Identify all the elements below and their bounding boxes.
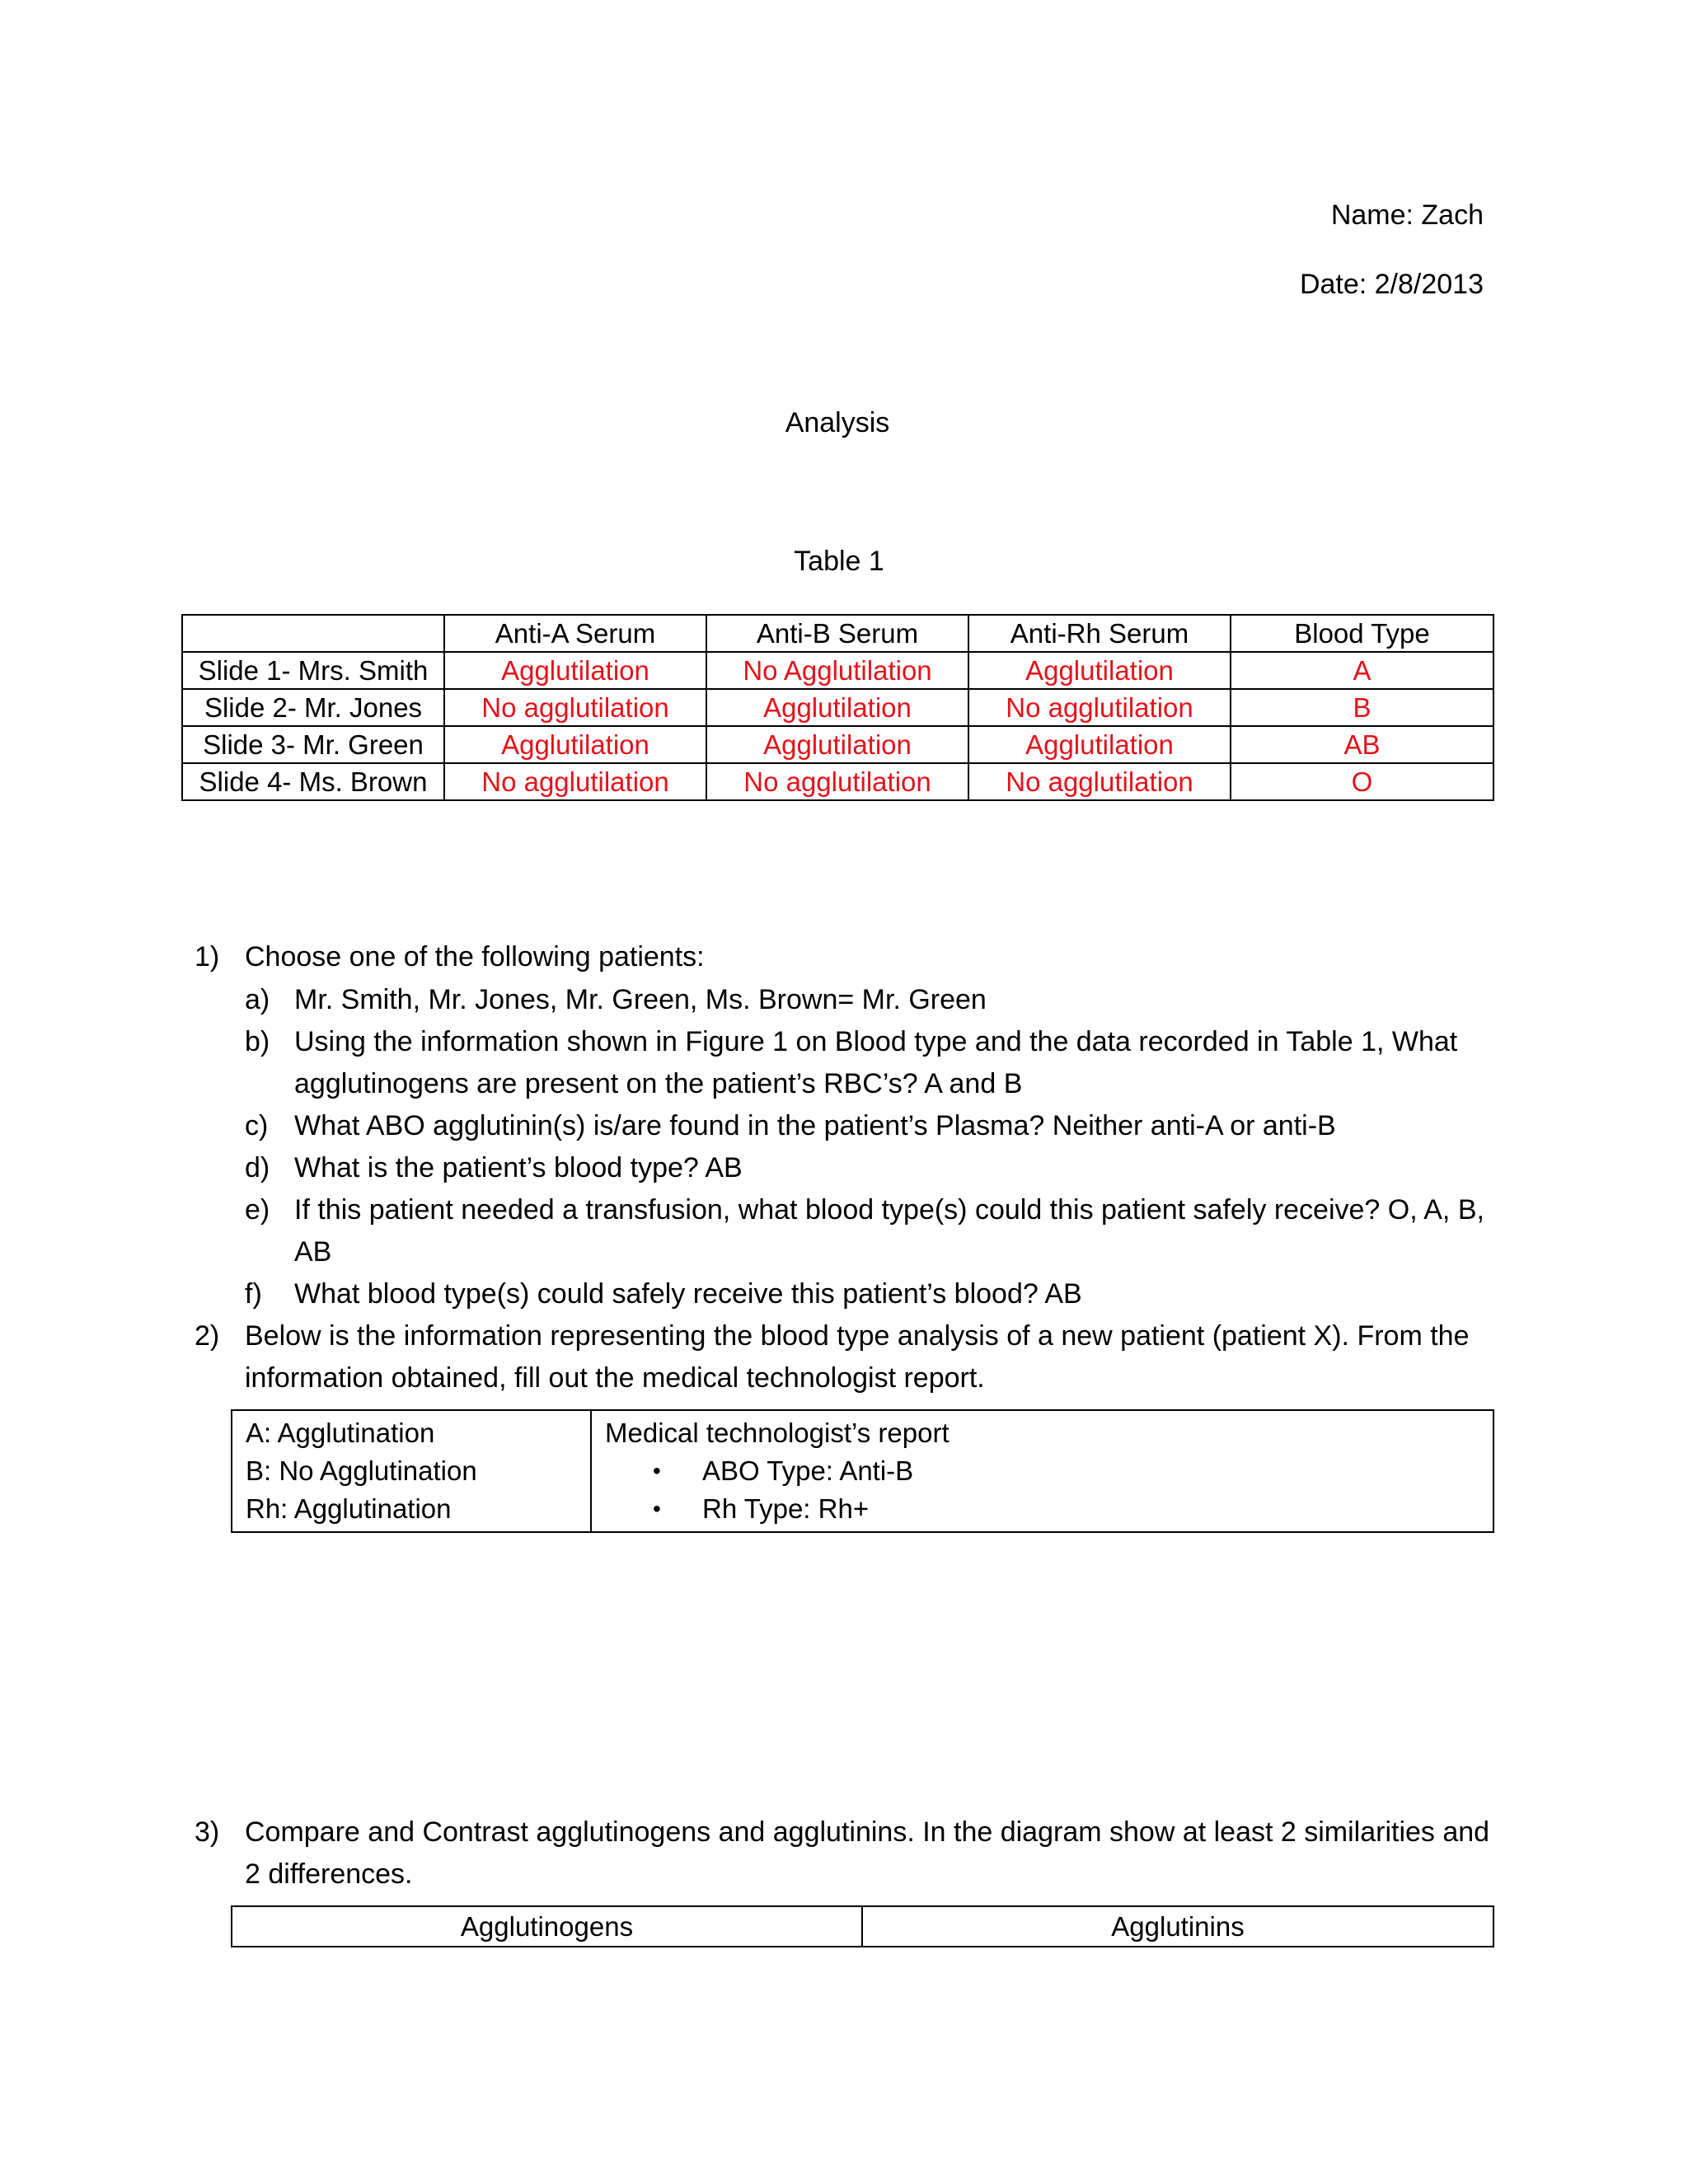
table-row: [182, 652, 1493, 689]
blood-type-result: B: [1231, 689, 1493, 726]
table-header-row: [182, 615, 1493, 652]
q1f-text: What blood type(s) could safely receive this patient’s blood? AB: [294, 1278, 1082, 1310]
q1e-line1: If this patient needed a transfusion, what blood type(s) could this patient safely receive? O, A, B,: [294, 1194, 1484, 1226]
anti-b-result: No agglutilation: [706, 763, 968, 800]
anti-b-result: No Agglutilation: [706, 652, 968, 689]
anti-a-result: Agglutilation: [444, 652, 706, 689]
header-cell-anti-rh: Anti-Rh Serum: [968, 615, 1231, 652]
q1f-marker: f): [245, 1278, 262, 1310]
anti-rh-result: No agglutilation: [968, 689, 1231, 726]
q2-line1: Below is the information representing the blood type analysis of a new patient (patient X). From the: [245, 1320, 1470, 1352]
bullet-icon: •: [653, 1458, 661, 1483]
result-b: B: No Agglutination: [246, 1455, 477, 1486]
anti-rh-result: Agglutilation: [968, 652, 1231, 689]
technologist-report: [591, 1410, 1493, 1532]
table-row: [182, 726, 1493, 763]
q1e-marker: e): [245, 1194, 270, 1226]
q1a-marker: a): [245, 984, 270, 1015]
header-cell-anti-a: Anti-A Serum: [444, 615, 706, 652]
q3-line1: Compare and Contrast agglutinogens and agglutinins. In the diagram show at least 2 similarities and: [245, 1816, 1490, 1848]
blood-type-result: O: [1231, 763, 1493, 800]
result-rh: Rh: Agglutination: [246, 1493, 452, 1524]
table1-caption: Table 1: [794, 546, 884, 577]
rh-type: Rh Type: Rh+: [702, 1493, 870, 1524]
blood-type-table: [181, 614, 1494, 801]
patient-x-results: [232, 1410, 591, 1532]
blood-type-result: A: [1231, 652, 1493, 689]
anti-a-result: No agglutilation: [444, 763, 706, 800]
anti-b-result: Agglutilation: [706, 689, 968, 726]
anti-rh-result: No agglutilation: [968, 763, 1231, 800]
agglutinogens-header: Agglutinogens: [232, 1906, 862, 1947]
row-label: Slide 2- Mr. Jones: [182, 689, 444, 726]
q3-line2: 2 differences.: [245, 1858, 413, 1890]
anti-b-result: Agglutilation: [706, 726, 968, 763]
q2-line2: information obtained, fill out the medical technologist report.: [245, 1362, 985, 1394]
header-cell-blood-type: Blood Type: [1231, 615, 1493, 652]
q1c-text: What ABO agglutinin(s) is/are found in the patient’s Plasma? Neither anti-A or anti-B: [294, 1110, 1336, 1141]
table-row: [182, 689, 1493, 726]
page-title: Analysis: [785, 407, 890, 438]
compare-contrast-table: [231, 1905, 1494, 1947]
anti-a-result: Agglutilation: [444, 726, 706, 763]
blood-type-result: AB: [1231, 726, 1493, 763]
agglutinins-header: Agglutinins: [862, 1906, 1493, 1947]
row-label: Slide 1- Mrs. Smith: [182, 652, 444, 689]
anti-a-result: No agglutilation: [444, 689, 706, 726]
result-a: A: Agglutination: [246, 1418, 435, 1448]
row-label: Slide 3- Mr. Green: [182, 726, 444, 763]
header-cell-anti-b: Anti-B Serum: [706, 615, 968, 652]
q3-number: 3): [195, 1816, 220, 1848]
q2-number: 2): [195, 1320, 220, 1352]
bullet-icon: •: [653, 1496, 661, 1521]
q1b-line1: Using the information shown in Figure 1 on Blood type and the data recorded in Table 1, What: [294, 1026, 1458, 1057]
header-cell-empty: [182, 615, 444, 652]
q1c-marker: c): [245, 1110, 269, 1141]
report-item: [605, 1490, 1479, 1528]
q1-number: 1): [195, 941, 220, 972]
table-row: [182, 763, 1493, 800]
abo-type: ABO Type: Anti-B: [702, 1455, 914, 1486]
report-item: [605, 1452, 1479, 1490]
q1-text: Choose one of the following patients:: [245, 941, 705, 972]
q1a-text: Mr. Smith, Mr. Jones, Mr. Green, Ms. Brown= Mr. Green: [294, 984, 987, 1015]
q1b-marker: b): [245, 1026, 270, 1057]
date-line: Date: 2/8/2013: [1299, 269, 1484, 300]
q1d-marker: d): [245, 1152, 270, 1183]
report-title: Medical technologist’s report: [605, 1418, 950, 1448]
patient-x-report-table: [231, 1409, 1494, 1533]
student-name: Name: Zach: [1330, 199, 1484, 231]
q1d-text: What is the patient’s blood type? AB: [294, 1152, 743, 1183]
row-label: Slide 4- Ms. Brown: [182, 763, 444, 800]
q1b-line2: agglutinogens are present on the patient’s RBC’s? A and B: [294, 1068, 1023, 1099]
anti-rh-result: Agglutilation: [968, 726, 1231, 763]
q1e-line2: AB: [294, 1236, 332, 1268]
